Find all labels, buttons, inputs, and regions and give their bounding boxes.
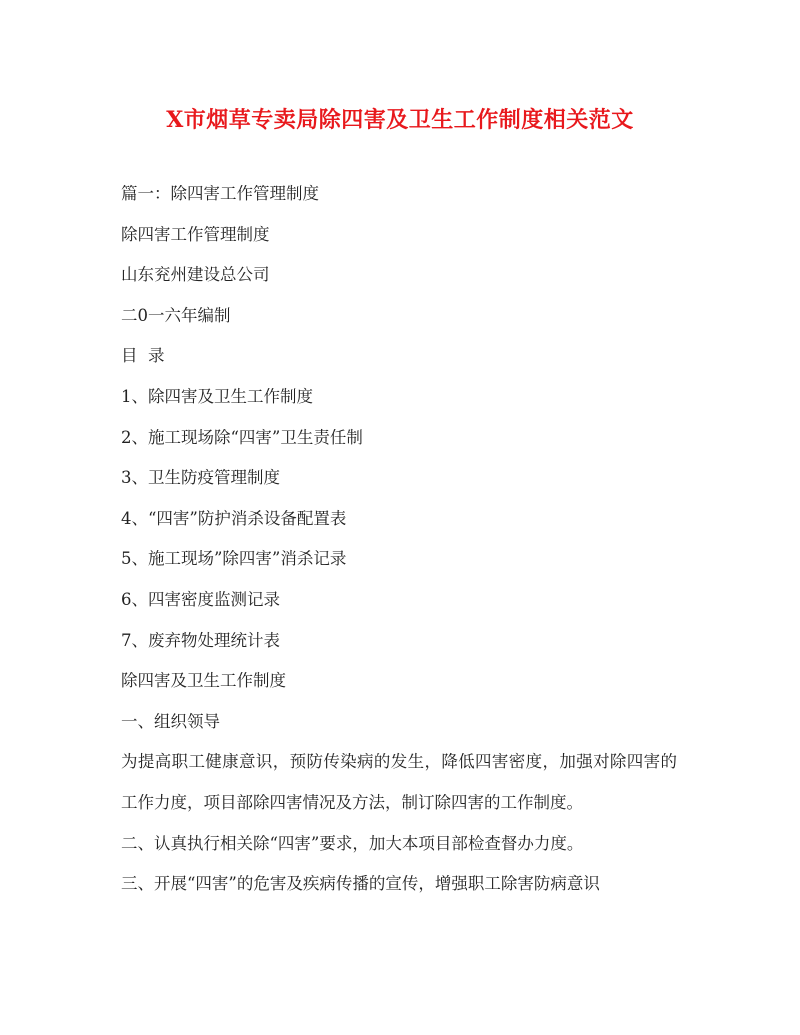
toc-item: 4、“四害”防护消杀设备配置表 [121, 508, 347, 528]
document-title: X市烟草专卖局除四害及卫生工作制度相关范文 [166, 107, 634, 133]
toc-item: 7、废弃物处理统计表 [121, 630, 280, 650]
clause-line: 三、开展“四害”的危害及疾病传播的宣传，增强职工除害防病意识 [121, 874, 600, 894]
section-title: 除四害及卫生工作制度 [121, 671, 286, 691]
clause-heading: 一、组织领导 [121, 711, 220, 731]
section-heading: 篇一：除四害工作管理制度 [121, 184, 319, 203]
company-name: 山东兖州建设总公司 [121, 265, 270, 285]
toc-item: 3、卫生防疫管理制度 [121, 468, 280, 488]
paragraph: 为提高职工健康意识，预防传染病的发生，降低四害密度，加强对除四害的工作力度，项目部除四害情况及方法，制订除四害的工作制度。 [121, 752, 677, 812]
compile-year: 二0一六年编制 [121, 305, 231, 325]
clause-line: 二、认真执行相关除“四害”要求，加大本项目部检查督办力度。 [121, 833, 584, 853]
document-body [121, 174, 677, 905]
toc-item: 1、除四害及卫生工作制度 [121, 386, 313, 406]
toc-item: 6、四害密度监测记录 [121, 589, 280, 609]
toc-item: 5、施工现场”除四害”消杀记录 [121, 549, 347, 569]
toc-item: 2、施工现场除“四害”卫生责任制 [121, 427, 363, 447]
doc-subtitle: 除四害工作管理制度 [121, 224, 270, 244]
toc-heading: 目 录 [121, 346, 165, 366]
